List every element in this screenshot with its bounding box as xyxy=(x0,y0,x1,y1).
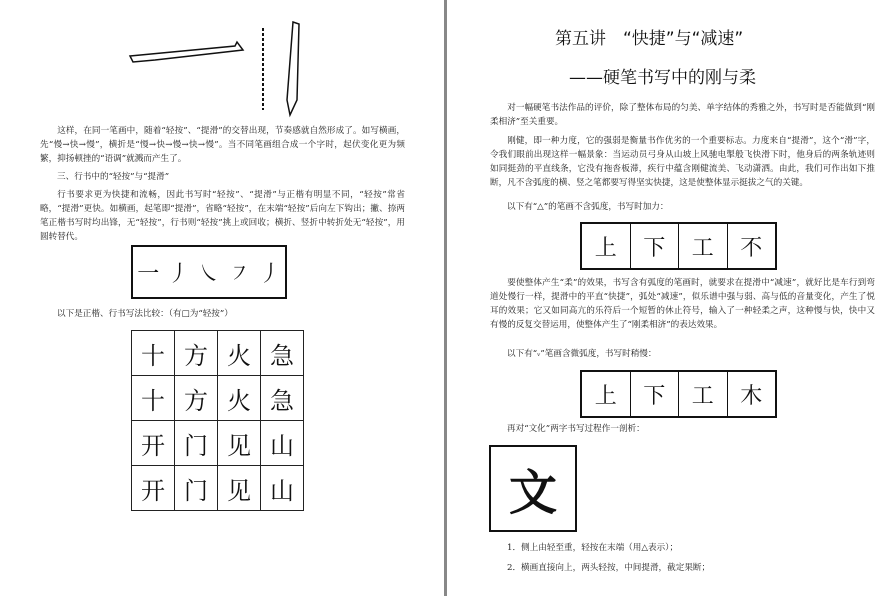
grid-char: 火 xyxy=(218,331,261,376)
stroke: ㇏ xyxy=(198,261,221,287)
paragraph: 行书要求更为快捷和流畅，因此书写时“轻按”、“提滑”与正楷有明显不同，“轻按”常省略，“提滑”更快。如横画，起笔即“提滑”，省略“轻按”，在末端“轻按”后向左下钩出；撇、捺两笔正楷书写时均出锋，无“轻按”，行书则“轻按”挑上或回收；横折、竖折中转折处无“轻按”，用圆转替代。 xyxy=(40,190,405,242)
figure-char: 下 xyxy=(631,224,680,268)
paragraph: 刚健，即一种力度，它的强弱是衡量书作优劣的一个重要标志。力度来自“提滑”，这个“滑”字，令我们眼前出现这样一幅景象：当运动员弓身从山坡上风驰电掣般飞快滑下时，他身后的两条轨迹则如同挺劲的平直线条，它没有拖沓板滞，疾行中蕴含刚健流美、飞动潇洒。由此，我们可作出如下推断，凡不含弧度的横、竖之笔都要写得坚实快捷，这是使整体显示挺拔之气的关键。 xyxy=(490,136,875,188)
grid-char: 门 xyxy=(175,466,218,511)
grid-char: 开 xyxy=(132,421,175,466)
paragraph: 要使整体产生“柔”的效果，书写含有弧度的笔画时，就要求在提滑中“减速”，就好比是车行到弯道处慢行一样，提滑中的平直“快捷”，弧处“减速”，似乐谱中强与弱、高与低的音量变化，产生了悦耳的效果；它又如同高亢的乐符后一个短暂的休止符号，输入了一种轻柔之声，这种慢与快，快中又有慢的反复交替运用，使整体产生了“刚柔相济”的表达效果。 xyxy=(490,278,875,330)
paragraph: 以下是正楷、行书写法比较：（有□为“轻按”） xyxy=(57,309,233,319)
stroke: 一 xyxy=(137,261,160,287)
comparison-grid xyxy=(131,330,304,511)
grid-char: 急 xyxy=(261,331,304,376)
grid-char: 见 xyxy=(218,466,261,511)
grid-char: 山 xyxy=(261,421,304,466)
grid-char: 见 xyxy=(218,421,261,466)
grid-char: 急 xyxy=(261,376,304,421)
figure-char: 下 xyxy=(631,372,680,416)
figure-wen-character xyxy=(489,445,577,532)
grid-char: 开 xyxy=(132,466,175,511)
figure-no-arc-strokes xyxy=(580,222,777,270)
figure-char: 工 xyxy=(679,372,728,416)
grid-char: 方 xyxy=(175,376,218,421)
stroke: 丿 xyxy=(258,261,281,287)
paragraph: 这样，在同一笔画中，随着“轻按”、“提滑”的交替出现，节奏感就自然形成了。如写横画，先“慢→快→慢”，横折是“慢→快→慢→快→慢”。当不同笔画组合成一个字时，起伏变化更为频繁，抑扬顿挫的“语调”就溅而产生了。 xyxy=(40,126,405,164)
figure-char: 上 xyxy=(582,372,631,416)
list-item: 1．侧上由轻至重，轻按在末端（用△表示）； xyxy=(507,543,679,553)
paragraph: 以下有“△”的笔画不含弧度，书写时加力： xyxy=(507,202,669,212)
grid-char: 方 xyxy=(175,331,218,376)
page-subtitle: ——硬笔书写中的刚与柔 xyxy=(569,68,756,88)
paragraph: 再对“文化”两字书写过程作一剖析： xyxy=(507,424,645,434)
right-page xyxy=(447,0,891,596)
grid-char: 十 xyxy=(132,331,175,376)
page-title: 第五讲 “快捷”与“减速” xyxy=(555,29,744,49)
list-item: 2．横画直接向上，两头轻按，中间提滑，截定果断； xyxy=(507,563,711,573)
section-heading: 三、行书中的“轻按”与“提滑” xyxy=(57,172,170,182)
left-page xyxy=(0,0,444,596)
figure-char: 不 xyxy=(740,235,763,261)
stroke: 丿 xyxy=(167,261,190,287)
strokes-figure xyxy=(131,245,287,299)
grid-char: 十 xyxy=(132,376,175,421)
figure-char: 文 xyxy=(508,465,557,521)
grid-char: 山 xyxy=(261,466,304,511)
figure-char: 工 xyxy=(679,224,728,268)
brush-strokes-illustration xyxy=(125,20,325,120)
stroke: ㇇ xyxy=(228,261,251,287)
figure-slight-arc-strokes xyxy=(580,370,777,418)
paragraph: 以下有“ᵥ”笔画含微弧度，书写时稍慢： xyxy=(507,349,657,359)
grid-char: 火 xyxy=(218,376,261,421)
grid-char: 门 xyxy=(175,421,218,466)
paragraph: 对一幅硬笔书法作品的评价，除了整体布局的匀美、单字结体的秀雅之外，书写时是否能做到“刚柔相济”至关重要。 xyxy=(490,103,875,127)
figure-char: 木 xyxy=(740,383,763,409)
figure-char: 上 xyxy=(582,224,631,268)
